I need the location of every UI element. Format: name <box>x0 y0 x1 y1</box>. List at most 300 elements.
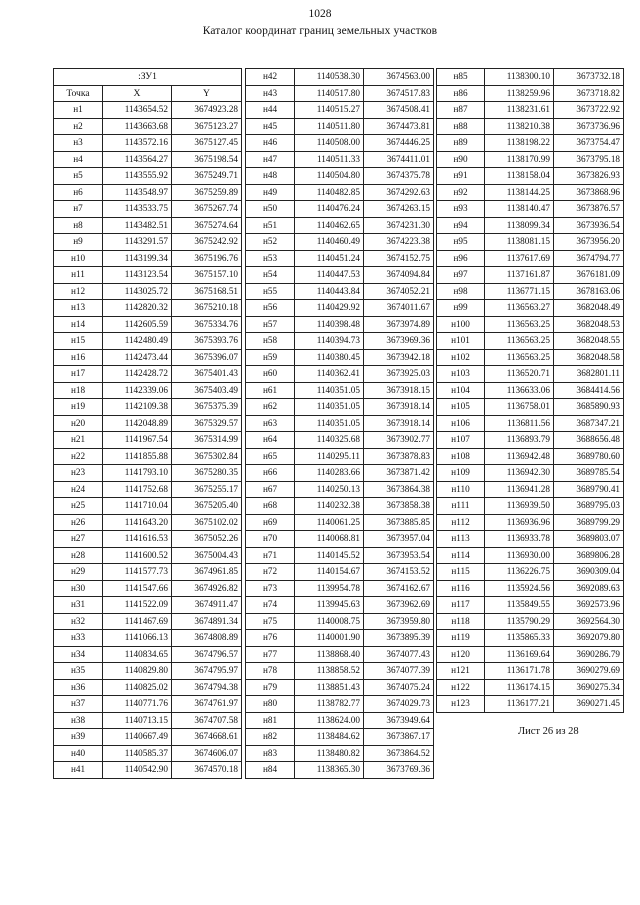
y-cell: 3673858.38 <box>364 498 434 515</box>
x-cell: 1140068.81 <box>295 531 364 548</box>
x-cell: 1143572.16 <box>103 135 172 152</box>
table-row <box>246 300 434 317</box>
point-cell: н30 <box>54 580 103 597</box>
point-cell: н116 <box>437 580 485 597</box>
point-cell: н46 <box>246 135 295 152</box>
y-cell: 3673885.85 <box>364 514 434 531</box>
y-cell: 3682048.55 <box>554 333 624 350</box>
table-row <box>437 465 624 482</box>
table-row <box>437 448 624 465</box>
y-cell: 3673953.54 <box>364 547 434 564</box>
x-cell: 1136930.00 <box>485 547 554 564</box>
x-cell: 1143555.92 <box>103 168 172 185</box>
table-row <box>54 465 242 482</box>
y-cell: 3675102.02 <box>172 514 242 531</box>
table-row <box>54 580 242 597</box>
y-cell: 3673925.03 <box>364 366 434 383</box>
table-row <box>54 333 242 350</box>
x-cell: 1138140.47 <box>485 201 554 218</box>
y-cell: 3674075.24 <box>364 679 434 696</box>
x-cell: 1140538.30 <box>295 69 364 86</box>
table-row <box>437 250 624 267</box>
x-cell: 1136933.78 <box>485 531 554 548</box>
x-cell: 1138198.22 <box>485 135 554 152</box>
x-cell: 1138081.15 <box>485 234 554 251</box>
point-cell: н95 <box>437 234 485 251</box>
point-cell: н93 <box>437 201 485 218</box>
table-row <box>437 217 624 234</box>
point-cell: н67 <box>246 481 295 498</box>
y-cell: 3674517.83 <box>364 85 434 102</box>
point-cell: н106 <box>437 415 485 432</box>
table-row <box>54 712 242 729</box>
table-row <box>246 597 434 614</box>
point-cell: н16 <box>54 349 103 366</box>
point-cell: н49 <box>246 184 295 201</box>
point-cell: н26 <box>54 514 103 531</box>
y-cell: 3673956.20 <box>554 234 624 251</box>
sheet-counter: Лист 26 из 28 <box>518 726 579 737</box>
point-cell: н92 <box>437 184 485 201</box>
x-cell: 1143291.57 <box>103 234 172 251</box>
point-cell: н57 <box>246 316 295 333</box>
y-cell: 3676181.09 <box>554 267 624 284</box>
point-cell: н47 <box>246 151 295 168</box>
y-cell: 3690286.79 <box>554 646 624 663</box>
x-cell: 1140394.73 <box>295 333 364 350</box>
table-row <box>246 151 434 168</box>
point-cell: н38 <box>54 712 103 729</box>
x-cell: 1135849.55 <box>485 597 554 614</box>
point-cell: н83 <box>246 745 295 762</box>
y-cell: 3689806.28 <box>554 547 624 564</box>
y-cell: 3675255.17 <box>172 481 242 498</box>
y-cell: 3682801.11 <box>554 366 624 383</box>
point-cell: н60 <box>246 366 295 383</box>
point-cell: н80 <box>246 696 295 713</box>
point-cell: н122 <box>437 679 485 696</box>
y-cell: 3673969.36 <box>364 333 434 350</box>
table-row <box>437 663 624 680</box>
table-row <box>246 267 434 284</box>
x-cell: 1143548.97 <box>103 184 172 201</box>
table-row <box>246 580 434 597</box>
x-cell: 1140362.41 <box>295 366 364 383</box>
point-cell: н33 <box>54 630 103 647</box>
x-cell: 1140154.67 <box>295 564 364 581</box>
table-row <box>54 184 242 201</box>
y-cell: 3674231.30 <box>364 217 434 234</box>
y-cell: 3673826.93 <box>554 168 624 185</box>
table-row <box>437 283 624 300</box>
y-cell: 3674606.07 <box>172 745 242 762</box>
table-row <box>246 613 434 630</box>
point-cell: н59 <box>246 349 295 366</box>
y-cell: 3690275.34 <box>554 679 624 696</box>
point-cell: н29 <box>54 564 103 581</box>
x-cell: 1141616.53 <box>103 531 172 548</box>
table-row <box>54 696 242 713</box>
table-row <box>54 267 242 284</box>
y-cell: 3674570.18 <box>172 762 242 779</box>
x-cell: 1140667.49 <box>103 729 172 746</box>
y-cell: 3692089.63 <box>554 580 624 597</box>
y-cell: 3675334.76 <box>172 316 242 333</box>
y-cell: 3682048.53 <box>554 316 624 333</box>
point-cell: н100 <box>437 316 485 333</box>
y-cell: 3687347.21 <box>554 415 624 432</box>
table-row <box>437 679 624 696</box>
table-row <box>437 481 624 498</box>
table-row <box>246 85 434 102</box>
y-cell: 3673918.15 <box>364 382 434 399</box>
point-cell: н114 <box>437 547 485 564</box>
point-cell: н61 <box>246 382 295 399</box>
y-cell: 3684414.56 <box>554 382 624 399</box>
x-cell: 1135790.29 <box>485 613 554 630</box>
x-cell: 1138259.96 <box>485 85 554 102</box>
y-cell: 3675280.35 <box>172 465 242 482</box>
point-cell: н62 <box>246 399 295 416</box>
table-row <box>246 679 434 696</box>
y-cell: 3674891.34 <box>172 613 242 630</box>
y-cell: 3673864.38 <box>364 481 434 498</box>
x-cell: 1140443.84 <box>295 283 364 300</box>
point-cell: н88 <box>437 118 485 135</box>
point-cell: н108 <box>437 448 485 465</box>
point-cell: н63 <box>246 415 295 432</box>
point-cell: н17 <box>54 366 103 383</box>
y-cell: 3673918.14 <box>364 399 434 416</box>
table-row <box>246 448 434 465</box>
x-cell: 1138144.25 <box>485 184 554 201</box>
page-number: 1028 <box>308 8 332 20</box>
y-cell: 3674761.97 <box>172 696 242 713</box>
y-cell: 3675274.64 <box>172 217 242 234</box>
table-row <box>54 217 242 234</box>
table-row <box>54 498 242 515</box>
y-cell: 3674375.78 <box>364 168 434 185</box>
table-row <box>246 696 434 713</box>
x-cell: 1142605.59 <box>103 316 172 333</box>
y-cell: 3673876.57 <box>554 201 624 218</box>
y-cell: 3675401.43 <box>172 366 242 383</box>
x-cell: 1136941.28 <box>485 481 554 498</box>
y-cell: 3674162.67 <box>364 580 434 597</box>
point-cell: н15 <box>54 333 103 350</box>
y-cell: 3673769.36 <box>364 762 434 779</box>
y-cell: 3674077.43 <box>364 646 434 663</box>
point-cell: н123 <box>437 696 485 713</box>
x-cell: 1141855.88 <box>103 448 172 465</box>
x-cell: 1138624.00 <box>295 712 364 729</box>
x-cell: 1143482.51 <box>103 217 172 234</box>
point-cell: н24 <box>54 481 103 498</box>
point-cell: н73 <box>246 580 295 597</box>
table-row <box>246 481 434 498</box>
table-row <box>246 102 434 119</box>
point-cell: н51 <box>246 217 295 234</box>
x-cell: 1138210.38 <box>485 118 554 135</box>
point-cell: н50 <box>246 201 295 218</box>
x-cell: 1140713.15 <box>103 712 172 729</box>
point-cell: н113 <box>437 531 485 548</box>
table-row <box>246 118 434 135</box>
x-cell: 1138858.52 <box>295 663 364 680</box>
y-cell: 3673949.64 <box>364 712 434 729</box>
table-row <box>54 481 242 498</box>
coordinates-table-1 <box>53 68 242 779</box>
y-cell: 3673957.04 <box>364 531 434 548</box>
x-cell: 1140145.52 <box>295 547 364 564</box>
y-cell: 3673962.69 <box>364 597 434 614</box>
point-cell: н81 <box>246 712 295 729</box>
table-row <box>437 349 624 366</box>
x-cell: 1140542.90 <box>103 762 172 779</box>
x-cell: 1141967.54 <box>103 432 172 449</box>
point-cell: н70 <box>246 531 295 548</box>
y-cell: 3675375.39 <box>172 399 242 416</box>
table-row <box>437 514 624 531</box>
point-cell: н13 <box>54 300 103 317</box>
table-row <box>437 580 624 597</box>
point-cell: н1 <box>54 102 103 119</box>
point-cell: н68 <box>246 498 295 515</box>
x-cell: 1136758.01 <box>485 399 554 416</box>
x-cell: 1136633.06 <box>485 382 554 399</box>
table-row <box>54 531 242 548</box>
table-row <box>437 630 624 647</box>
x-cell: 1138365.30 <box>295 762 364 779</box>
y-cell: 3674292.63 <box>364 184 434 201</box>
x-cell: 1141066.13 <box>103 630 172 647</box>
x-cell: 1136563.25 <box>485 349 554 366</box>
table-row <box>437 168 624 185</box>
y-cell: 3689795.03 <box>554 498 624 515</box>
table-row <box>246 531 434 548</box>
x-cell: 1143123.54 <box>103 267 172 284</box>
x-cell: 1140380.45 <box>295 349 364 366</box>
point-cell: н102 <box>437 349 485 366</box>
point-cell: н6 <box>54 184 103 201</box>
y-cell: 3674152.75 <box>364 250 434 267</box>
table-row <box>437 498 624 515</box>
x-cell: 1136171.78 <box>485 663 554 680</box>
x-cell: 1143025.72 <box>103 283 172 300</box>
table-row <box>437 547 624 564</box>
x-cell: 1138158.04 <box>485 168 554 185</box>
point-cell: н21 <box>54 432 103 449</box>
y-cell: 3675249.71 <box>172 168 242 185</box>
point-cell: н74 <box>246 597 295 614</box>
x-cell: 1140462.65 <box>295 217 364 234</box>
table-row <box>437 415 624 432</box>
point-cell: н117 <box>437 597 485 614</box>
y-cell: 3689780.60 <box>554 448 624 465</box>
table-row <box>54 613 242 630</box>
x-cell: 1141467.69 <box>103 613 172 630</box>
table-row <box>54 349 242 366</box>
x-cell: 1136771.15 <box>485 283 554 300</box>
parcel-row <box>54 69 242 86</box>
x-cell: 1139945.63 <box>295 597 364 614</box>
point-cell: н87 <box>437 102 485 119</box>
table-row <box>437 135 624 152</box>
x-cell: 1142480.49 <box>103 333 172 350</box>
y-cell: 3674794.77 <box>554 250 624 267</box>
table-row <box>437 432 624 449</box>
coordinates-table-3 <box>436 68 624 713</box>
x-cell: 1140771.76 <box>103 696 172 713</box>
point-cell: н39 <box>54 729 103 746</box>
point-cell: н84 <box>246 762 295 779</box>
y-cell: 3675329.57 <box>172 415 242 432</box>
y-cell: 3690279.69 <box>554 663 624 680</box>
table-row <box>246 69 434 86</box>
point-cell: н9 <box>54 234 103 251</box>
table-row <box>54 250 242 267</box>
point-cell: н79 <box>246 679 295 696</box>
y-cell: 3675196.76 <box>172 250 242 267</box>
table-row <box>246 382 434 399</box>
x-cell: 1138170.99 <box>485 151 554 168</box>
point-cell: н18 <box>54 382 103 399</box>
x-cell: 1140515.27 <box>295 102 364 119</box>
point-cell: н71 <box>246 547 295 564</box>
y-cell: 3674011.67 <box>364 300 434 317</box>
x-cell: 1142109.38 <box>103 399 172 416</box>
x-cell: 1142428.72 <box>103 366 172 383</box>
y-cell: 3675157.10 <box>172 267 242 284</box>
point-cell: н98 <box>437 283 485 300</box>
y-cell: 3674446.25 <box>364 135 434 152</box>
y-cell: 3692573.96 <box>554 597 624 614</box>
point-cell: н78 <box>246 663 295 680</box>
table-row <box>437 613 624 630</box>
table-row <box>437 184 624 201</box>
table-row <box>437 118 624 135</box>
point-cell: н34 <box>54 646 103 663</box>
table-row <box>54 514 242 531</box>
y-cell: 3674926.82 <box>172 580 242 597</box>
y-cell: 3674923.28 <box>172 102 242 119</box>
y-cell: 3685890.93 <box>554 399 624 416</box>
x-cell: 1140295.11 <box>295 448 364 465</box>
table-row <box>54 729 242 746</box>
x-cell: 1140232.38 <box>295 498 364 515</box>
y-cell: 3673864.52 <box>364 745 434 762</box>
y-cell: 3675198.54 <box>172 151 242 168</box>
x-cell: 1136174.15 <box>485 679 554 696</box>
point-cell: н45 <box>246 118 295 135</box>
y-cell: 3674961.85 <box>172 564 242 581</box>
y-cell: 3689799.29 <box>554 514 624 531</box>
table-row <box>246 333 434 350</box>
table-row <box>246 729 434 746</box>
x-cell: 1140250.13 <box>295 481 364 498</box>
table-row <box>54 745 242 762</box>
point-cell: н99 <box>437 300 485 317</box>
y-cell: 3674411.01 <box>364 151 434 168</box>
x-cell: 1138782.77 <box>295 696 364 713</box>
y-cell: 3674094.84 <box>364 267 434 284</box>
y-cell: 3675396.07 <box>172 349 242 366</box>
y-cell: 3675004.43 <box>172 547 242 564</box>
table-row <box>437 316 624 333</box>
point-cell: н5 <box>54 168 103 185</box>
point-cell: н64 <box>246 432 295 449</box>
table-row <box>246 762 434 779</box>
x-cell: 1140511.33 <box>295 151 364 168</box>
y-cell: 3674795.97 <box>172 663 242 680</box>
table-row <box>437 366 624 383</box>
y-cell: 3692079.80 <box>554 630 624 647</box>
table-row <box>246 283 434 300</box>
y-cell: 3674808.89 <box>172 630 242 647</box>
y-cell: 3674794.38 <box>172 679 242 696</box>
point-cell: н2 <box>54 118 103 135</box>
point-cell: н82 <box>246 729 295 746</box>
x-cell: 1140061.25 <box>295 514 364 531</box>
y-cell: 3674223.38 <box>364 234 434 251</box>
table-row <box>246 415 434 432</box>
point-cell: н36 <box>54 679 103 696</box>
point-cell: н20 <box>54 415 103 432</box>
y-cell: 3675267.74 <box>172 201 242 218</box>
y-cell: 3673918.14 <box>364 415 434 432</box>
y-cell: 3674563.00 <box>364 69 434 86</box>
y-cell: 3673942.18 <box>364 349 434 366</box>
x-cell: 1140351.05 <box>295 399 364 416</box>
x-cell: 1140429.92 <box>295 300 364 317</box>
header-point: Точка <box>54 85 103 102</box>
point-cell: н118 <box>437 613 485 630</box>
table-row <box>246 234 434 251</box>
table-row <box>246 547 434 564</box>
y-cell: 3675168.51 <box>172 283 242 300</box>
y-cell: 3692564.30 <box>554 613 624 630</box>
table-row <box>246 465 434 482</box>
point-cell: н105 <box>437 399 485 416</box>
y-cell: 3675123.27 <box>172 118 242 135</box>
x-cell: 1140283.66 <box>295 465 364 482</box>
x-cell: 1143199.34 <box>103 250 172 267</box>
point-cell: н52 <box>246 234 295 251</box>
table-row <box>437 382 624 399</box>
y-cell: 3674263.15 <box>364 201 434 218</box>
point-cell: н115 <box>437 564 485 581</box>
table-row <box>437 564 624 581</box>
table-row <box>246 712 434 729</box>
table-row <box>54 399 242 416</box>
table-row <box>54 118 242 135</box>
point-cell: н77 <box>246 646 295 663</box>
x-cell: 1136169.64 <box>485 646 554 663</box>
point-cell: н69 <box>246 514 295 531</box>
y-cell: 3673974.89 <box>364 316 434 333</box>
y-cell: 3675403.49 <box>172 382 242 399</box>
y-cell: 3689803.07 <box>554 531 624 548</box>
x-cell: 1140001.90 <box>295 630 364 647</box>
table-row <box>246 250 434 267</box>
table-row <box>54 135 242 152</box>
parcel-label: :ЗУ1 <box>54 69 242 86</box>
point-cell: н110 <box>437 481 485 498</box>
point-cell: н58 <box>246 333 295 350</box>
point-cell: н19 <box>54 399 103 416</box>
table-row <box>54 630 242 647</box>
table-row <box>437 267 624 284</box>
